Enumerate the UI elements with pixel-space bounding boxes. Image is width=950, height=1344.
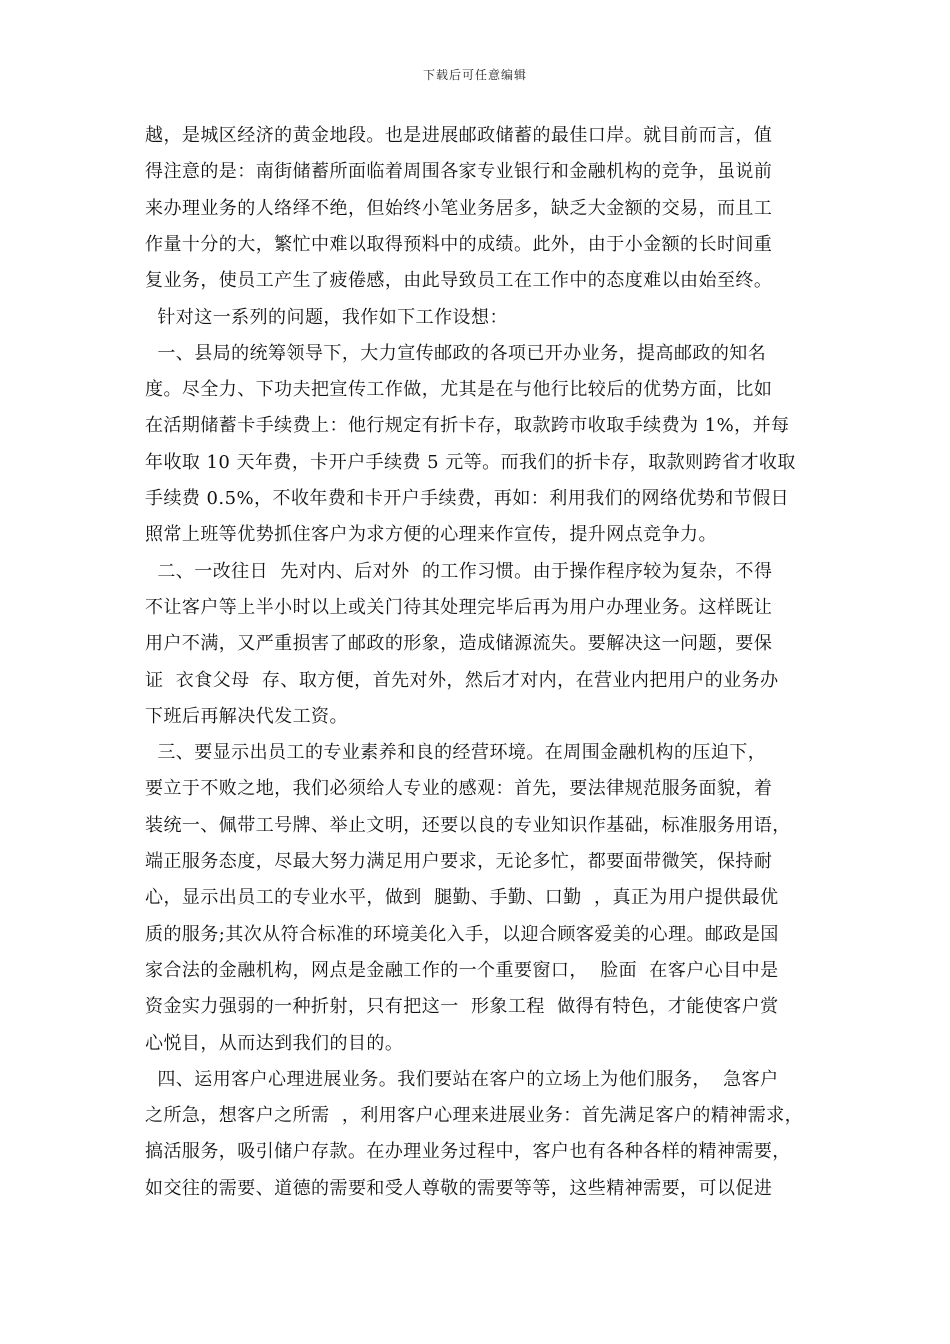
text-line: 证 衣食父母 存、取方便，首先对外，然后才对内，在营业内把用户的业务办 <box>145 669 779 691</box>
text-line: 心悦目，从而达到我们的目的。 <box>145 1032 404 1054</box>
text-line: 度。尽全力、下功夫把宣传工作做，尤其是在与他行比较后的优势方面，比如 <box>145 379 773 401</box>
text-line: 端正服务态度，尽最大努力满足用户要求，无论多忙，都要面带微笑，保持耐 <box>145 851 773 872</box>
text-line: 得注意的是：南街储蓄所面临着周围各家专业银行和金融机构的竞争，虽说前 <box>145 161 773 183</box>
text-line: 质的服务;其次从符合标准的环境美化入手，以迎合顾客爱美的心理。邮政是国 <box>145 923 779 945</box>
text-line: 之所急，想客户之所需 ，利用客户心理来进展业务：首先满足客户的精神需求， <box>145 1105 804 1127</box>
text-line: 照常上班等优势抓住客户为求方便的心理来作宣传，提升网点竞争力。 <box>145 524 717 546</box>
text-line: 家合法的金融机构，网点是金融工作的一个重要窗口， 脸面 在客户心目中是 <box>145 959 779 981</box>
text-line: 如交往的需要、道德的需要和受人尊敬的需要等等，这些精神需要，可以促进 <box>145 1177 773 1199</box>
text-line: 来办理业务的人络绎不绝，但始终小笔业务居多，缺乏大金额的交易，而且工 <box>145 197 773 219</box>
page-header: 下载后可任意编辑 <box>422 68 527 82</box>
text-line: 三、要显示出员工的专业素养和良的经营环境。在周围金融机构的压迫下， <box>145 742 767 764</box>
text-line: 四、运用客户心理进展业务。我们要站在客户的立场上为他们服务， 急客户 <box>145 1068 779 1090</box>
text-line: 复业务，使员工产生了疲倦感，由此导致员工在工作中的态度难以由始至终。 <box>145 270 773 292</box>
text-line: 资金实力强弱的一种折射，只有把这一 形象工程 做得有特色，才能使客户赏 <box>145 996 779 1018</box>
text-line: 搞活服务，吸引储户存款。在办理业务过程中，客户也有各种各样的精神需要， <box>145 1141 791 1163</box>
text-line: 在活期储蓄卡手续费上：他行规定有折卡存，取款跨市收取手续费为 1%，并每 <box>145 415 790 437</box>
text-line: 年收取 10 天年费，卡开户手续费 5 元等。而我们的折卡存，取款则跨省才收取 <box>145 451 796 473</box>
text-line: 一、县局的统筹领导下，大力宣传邮政的各项已开办业务，提高邮政的知名 <box>145 342 767 364</box>
text-line: 装统一、佩带工号牌、举止文明，还要以良的专业知识作基础，标准服务用语， <box>145 814 791 836</box>
text-line: 不让客户等上半小时以上或关门待其处理完毕后再为用户办理业务。这样既让 <box>145 596 773 618</box>
text-line: 作量十分的大，繁忙中难以取得预料中的成绩。此外，由于小金额的长时间重 <box>145 233 773 255</box>
text-line: 心，显示出员工的专业水平，做到 腿勤、手勤、口勤 ，真正为用户提供最优 <box>145 887 779 909</box>
text-line: 要立于不败之地，我们必须给人专业的感观：首先，要法律规范服务面貌，着 <box>145 778 773 800</box>
text-line: 针对这一系列的问题，我作如下工作设想： <box>145 306 508 328</box>
text-line: 二、一改往日 先对内、后对外 的工作习惯。由于操作程序较为复杂，不得 <box>145 560 773 582</box>
text-line: 手续费 0.5%，不收年费和卡开户手续费，再如：利用我们的网络优势和节假日 <box>145 488 790 509</box>
text-line: 越，是城区经济的黄金地段。也是进展邮政储蓄的最佳口岸。就目前而言，值 <box>145 125 773 146</box>
text-line: 用户不满，又严重损害了邮政的形象，造成储源流失。要解决这一问题，要保 <box>145 633 773 655</box>
text-line: 下班后再解决代发工资。 <box>145 705 348 727</box>
